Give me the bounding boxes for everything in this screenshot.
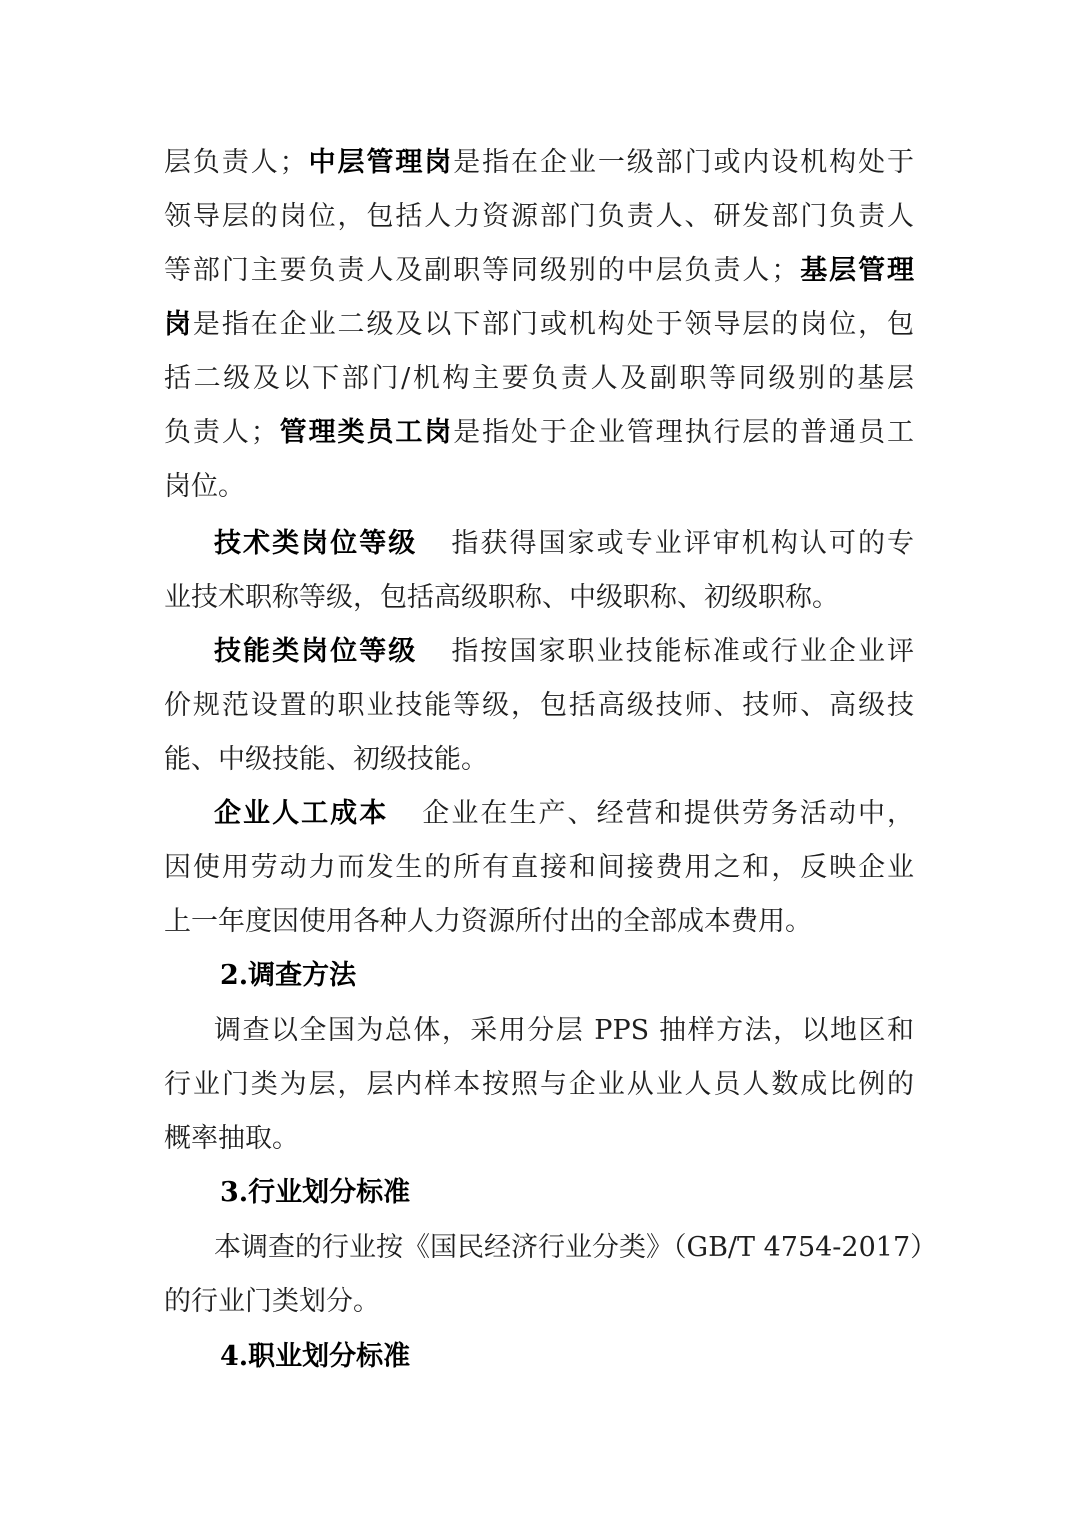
text-run: 等部门主要负责人及副职等同级别的中层负责人； (164, 255, 799, 286)
term-management-staff: 管理类员工岗 (277, 417, 454, 448)
paragraph-line (164, 413, 914, 453)
paragraph-line: 价规范设置的职业技能等级，包括高级技师、技师、高级技 (164, 690, 914, 721)
paragraph-line: 领导层的岗位，包括人力资源部门负责人、研发部门负责人 (164, 201, 914, 232)
section-heading-industry-standard: 3.行业划分标准 (220, 1177, 411, 1208)
paragraph-line (164, 305, 914, 345)
paragraph-line: 业技术职称等级，包括高级职称、中级职称、初级职称。 (164, 582, 839, 613)
text-run: 是指处于企业管理执行层的普通员工 (453, 417, 915, 448)
paragraph-line (214, 524, 914, 564)
term-basic-management: 基层管理 (798, 255, 915, 286)
section-heading-occupation-standard: 4.职业划分标准 (220, 1341, 411, 1372)
paragraph-line: 因使用劳动力而发生的所有直接和间接费用之和，反映企业 (164, 852, 914, 883)
paragraph-line: 括二级及以下部门/机构主要负责人及副职等同级别的基层 (164, 363, 914, 394)
section-heading-survey-method: 2.调查方法 (220, 960, 357, 991)
paragraph-line: 行业门类为层，层内样本按照与企业从业人员人数成比例的 (164, 1069, 914, 1100)
paragraph-line: 调查以全国为总体，采用分层 PPS 抽样方法，以地区和 (214, 1015, 914, 1046)
term-basic-management-cont: 岗 (164, 309, 193, 340)
paragraph-line (164, 251, 914, 291)
text-run: 层负责人； (164, 147, 307, 178)
paragraph-line: 上一年度因使用各种人力资源所付出的全部成本费用。 (164, 906, 812, 937)
text-run: 是指在企业二级及以下部门或机构处于领导层的岗位，包 (192, 309, 915, 340)
paragraph-line (214, 794, 914, 834)
paragraph-line (214, 632, 914, 672)
term-skill-grade: 技能类岗位等级 (214, 636, 418, 667)
paragraph-line: 本调查的行业按《国民经济行业分类》（GB/T 4754-2017） (214, 1232, 938, 1263)
paragraph-line: 概率抽取。 (164, 1123, 299, 1154)
text-run: 指按国家职业技能标准或行业企业评 (449, 636, 915, 667)
paragraph-line: 的行业门类划分。 (164, 1286, 380, 1317)
text-run: 负责人； (164, 417, 278, 448)
term-middle-management: 中层管理岗 (306, 147, 454, 178)
term-labor-cost: 企业人工成本 (214, 798, 389, 829)
text-run: 指获得国家或专业评审机构认可的专 (449, 528, 915, 559)
paragraph-line: 岗位。 (164, 471, 245, 502)
term-technical-grade: 技术类岗位等级 (214, 528, 418, 559)
text-run: 是指在企业一级部门或内设机构处于 (453, 147, 915, 178)
text-run: 企业在生产、经营和提供劳务活动中， (420, 798, 915, 829)
paragraph-line: 能、中级技能、初级技能。 (164, 744, 488, 775)
paragraph-line (164, 143, 914, 183)
